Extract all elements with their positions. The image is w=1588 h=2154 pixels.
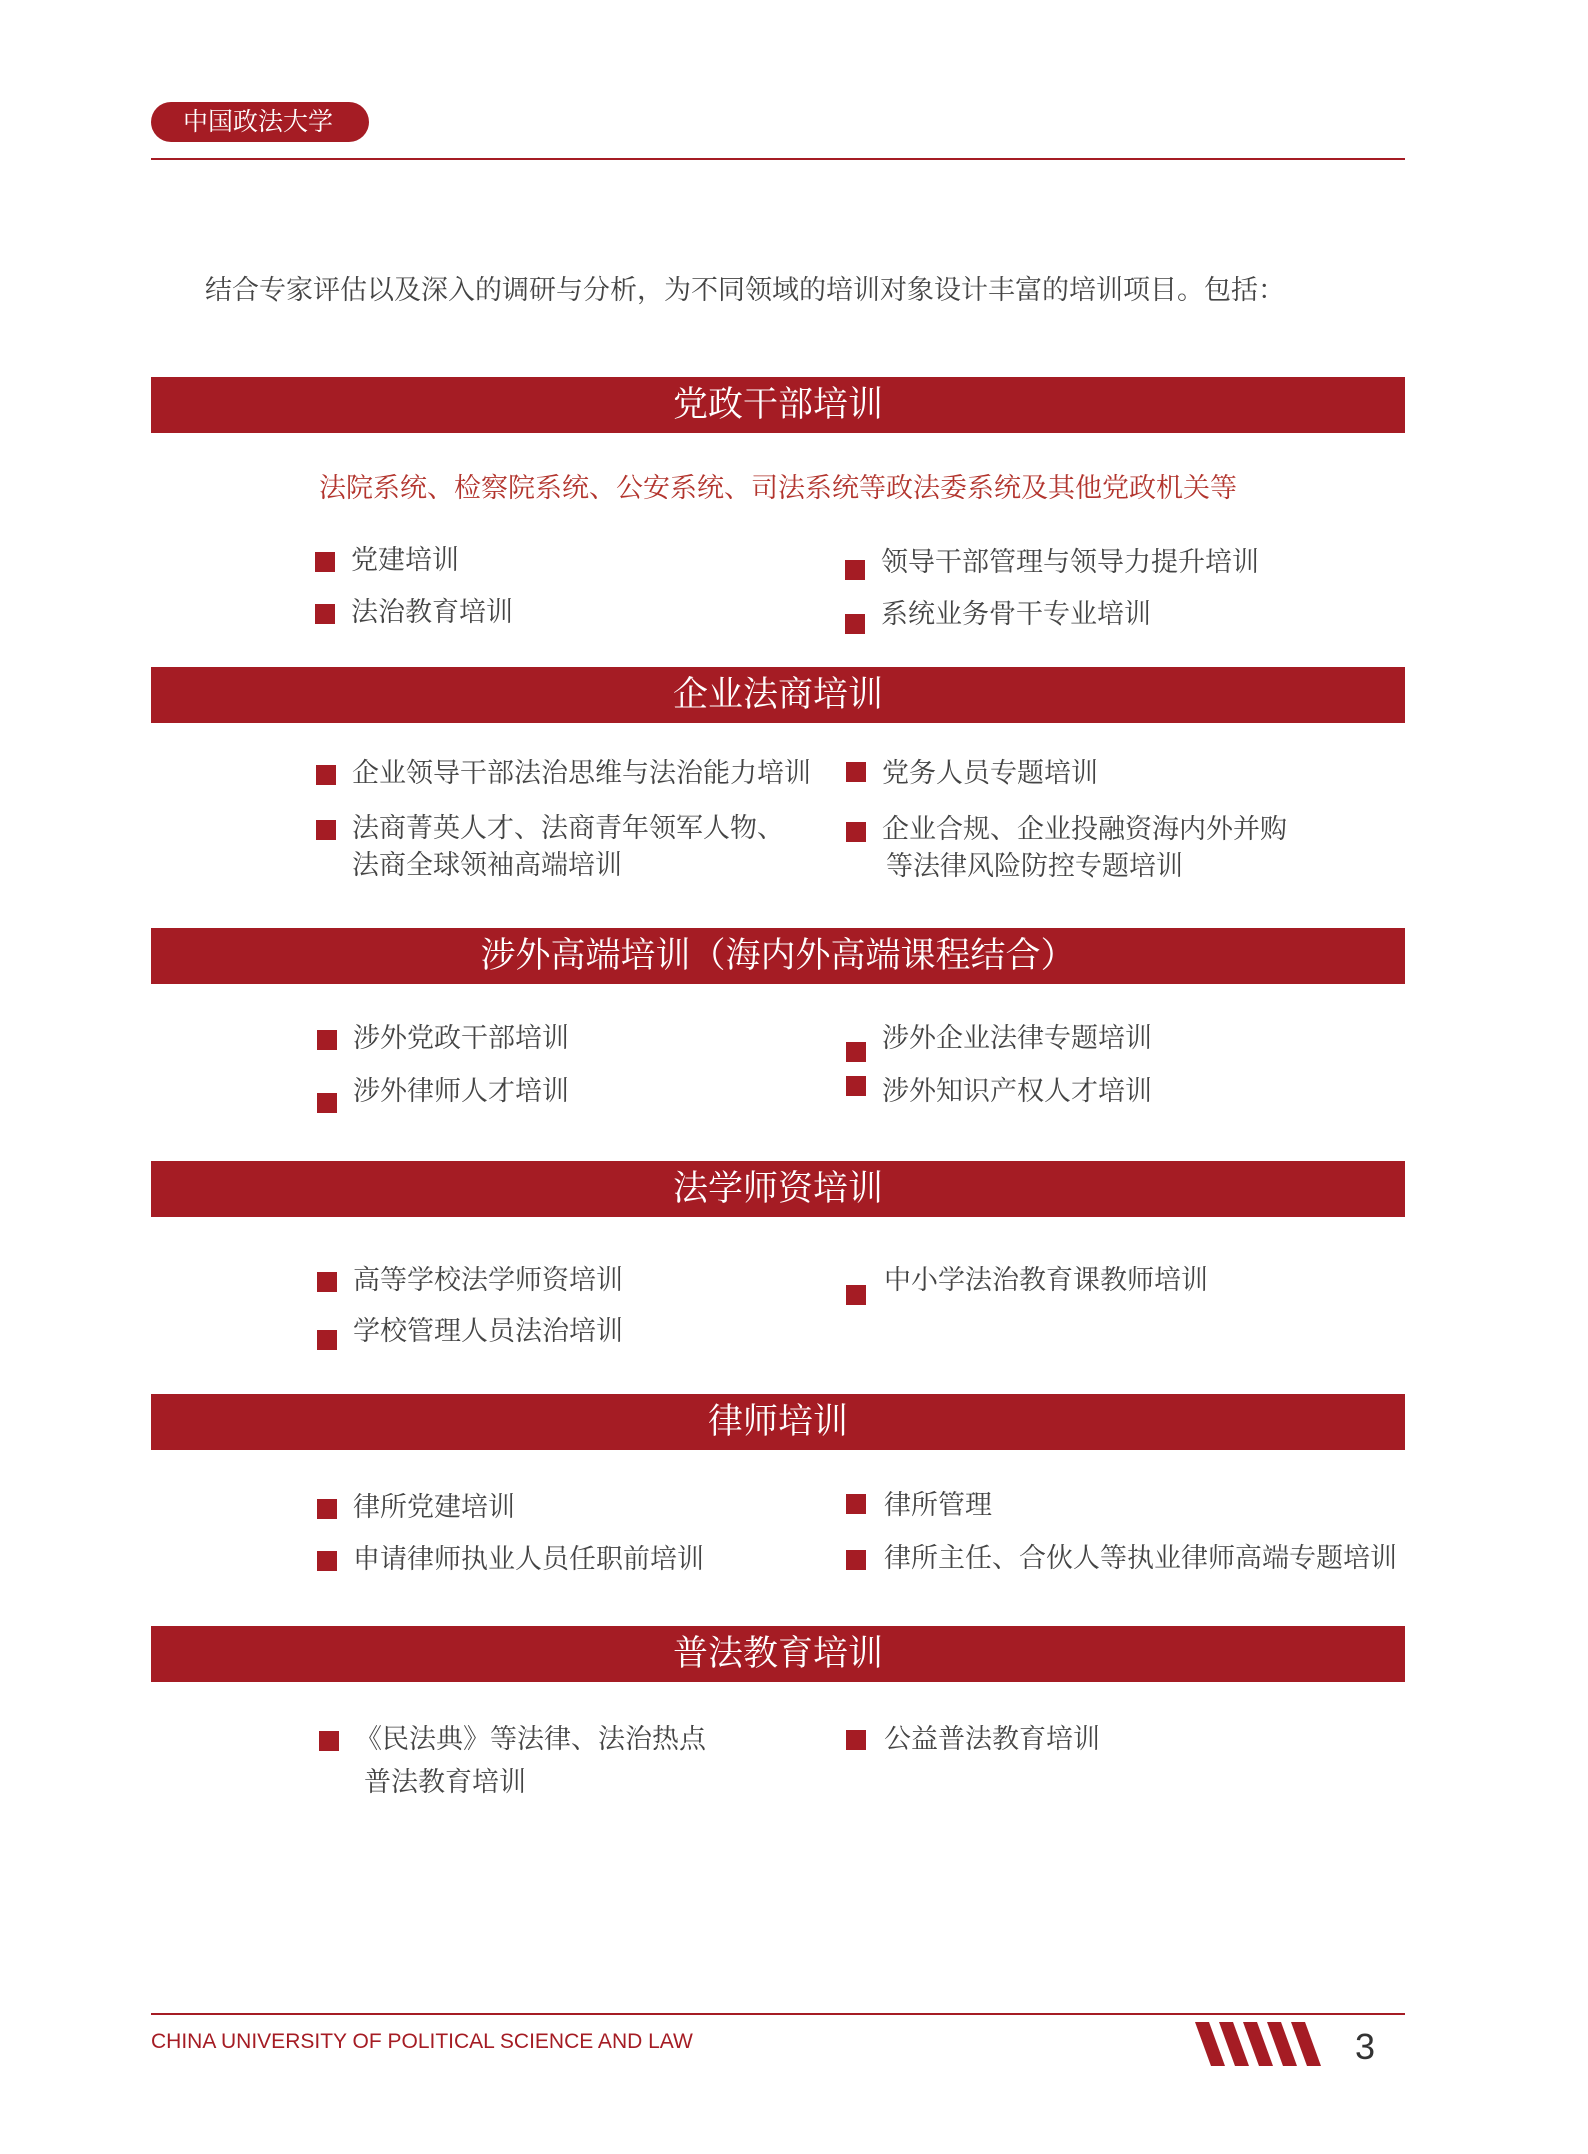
bullet-square bbox=[846, 1494, 866, 1514]
stripes-decoration-icon bbox=[1195, 2022, 1335, 2066]
list-item: 法治教育培训 bbox=[351, 597, 513, 628]
list-item: 律所管理 bbox=[884, 1490, 992, 1521]
list-item: 涉外知识产权人才培训 bbox=[882, 1076, 1152, 1107]
bullet-square bbox=[317, 1330, 337, 1350]
list-item: 普法教育培训 bbox=[364, 1767, 526, 1798]
section-title-foreign: 涉外高端培训（海内外高端课程结合） bbox=[151, 928, 1405, 984]
list-item: 《民法典》等法律、法治热点 bbox=[355, 1724, 706, 1755]
bullet-square bbox=[317, 1030, 337, 1050]
list-item: 学校管理人员法治培训 bbox=[353, 1316, 623, 1347]
bullet-square bbox=[317, 1272, 337, 1292]
bullet-square bbox=[317, 1499, 337, 1519]
bullet-square bbox=[316, 765, 336, 785]
page-number: 3 bbox=[1355, 2026, 1376, 2067]
footer-university-name: CHINA UNIVERSITY OF POLITICAL SCIENCE AND LAW bbox=[151, 2030, 693, 2053]
list-item: 党务人员专题培训 bbox=[882, 758, 1098, 789]
list-item: 中小学法治教育课教师培训 bbox=[884, 1265, 1208, 1296]
bullet-square bbox=[317, 1551, 337, 1571]
list-item: 企业领导干部法治思维与法治能力培训 bbox=[352, 758, 811, 789]
bullet-square bbox=[846, 762, 866, 782]
list-item: 涉外企业法律专题培训 bbox=[882, 1023, 1152, 1054]
section-title-faculty: 法学师资培训 bbox=[151, 1161, 1405, 1217]
university-badge: 中国政法大学 bbox=[151, 102, 369, 142]
list-item: 法商菁英人才、法商青年领军人物、 bbox=[352, 813, 784, 844]
section-subtitle-party-cadre: 法院系统、检察院系统、公安系统、司法系统等政法委系统及其他党政机关等 bbox=[319, 473, 1237, 504]
list-item: 领导干部管理与领导力提升培训 bbox=[881, 547, 1259, 578]
list-item: 企业合规、企业投融资海内外并购 bbox=[882, 814, 1287, 845]
list-item: 涉外律师人才培训 bbox=[353, 1076, 569, 1107]
list-item: 高等学校法学师资培训 bbox=[353, 1265, 623, 1296]
list-item: 律所主任、合伙人等执业律师高端专题培训 bbox=[884, 1543, 1397, 1574]
list-item: 申请律师执业人员任职前培训 bbox=[353, 1544, 704, 1575]
list-item: 等法律风险防控专题培训 bbox=[886, 851, 1183, 882]
list-item: 法商全球领袖高端培训 bbox=[352, 850, 622, 881]
list-item: 律所党建培训 bbox=[353, 1492, 515, 1523]
section-title-party-cadre: 党政干部培训 bbox=[151, 377, 1405, 433]
list-item: 系统业务骨干专业培训 bbox=[881, 599, 1151, 630]
list-item: 党建培训 bbox=[351, 545, 459, 576]
footer-divider bbox=[151, 2013, 1405, 2015]
bullet-square bbox=[846, 1042, 866, 1062]
header-divider bbox=[151, 158, 1405, 160]
bullet-square bbox=[846, 1285, 866, 1305]
section-title-enterprise: 企业法商培训 bbox=[151, 667, 1405, 723]
bullet-square bbox=[319, 1731, 339, 1751]
section-title-lawyer: 律师培训 bbox=[151, 1394, 1405, 1450]
section-title-legal-education: 普法教育培训 bbox=[151, 1626, 1405, 1682]
bullet-square bbox=[846, 1076, 866, 1096]
list-item: 涉外党政干部培训 bbox=[353, 1023, 569, 1054]
list-item: 公益普法教育培训 bbox=[884, 1724, 1100, 1755]
bullet-square bbox=[845, 614, 865, 634]
bullet-square bbox=[846, 822, 866, 842]
bullet-square bbox=[317, 1093, 337, 1113]
bullet-square bbox=[316, 820, 336, 840]
bullet-square bbox=[315, 552, 335, 572]
intro-text: 结合专家评估以及深入的调研与分析，为不同领域的培训对象设计丰富的培训项目。包括： bbox=[205, 275, 1285, 306]
bullet-square bbox=[846, 1730, 866, 1750]
bullet-square bbox=[315, 604, 335, 624]
bullet-square bbox=[846, 1550, 866, 1570]
bullet-square bbox=[845, 560, 865, 580]
